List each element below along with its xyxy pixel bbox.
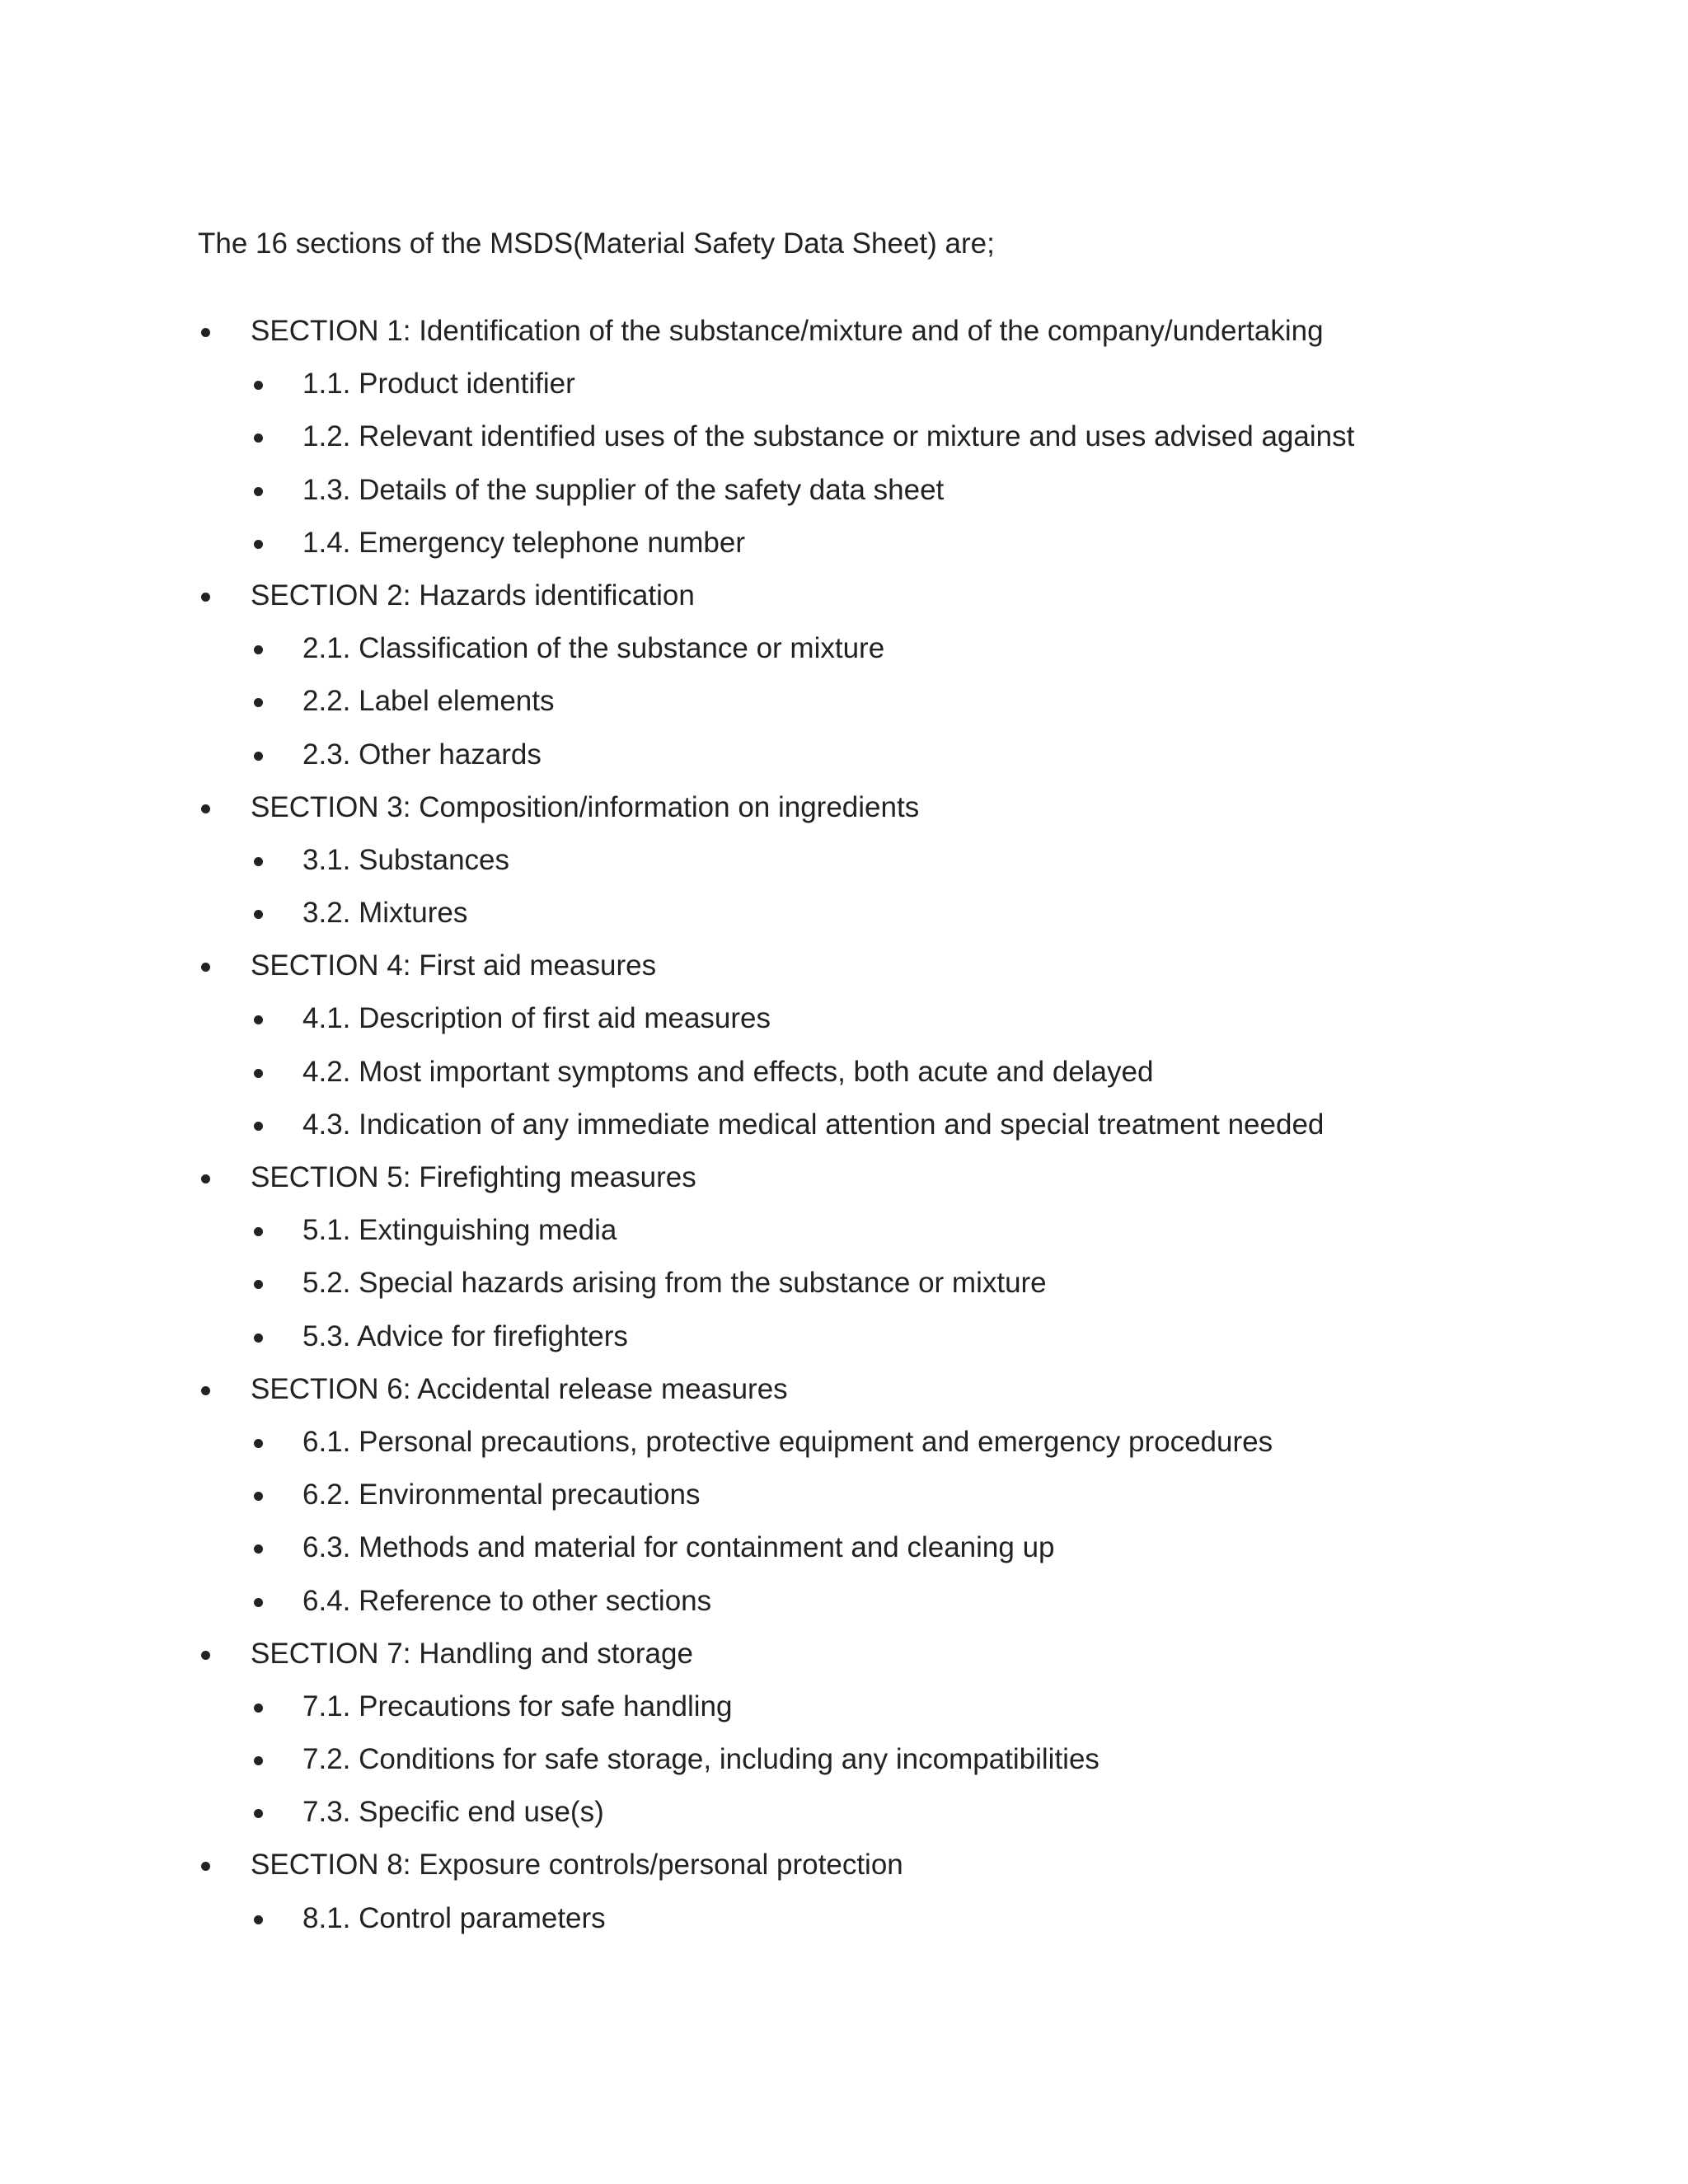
bullet-icon bbox=[254, 698, 263, 707]
subsection-text: 7.3. Specific end use(s) bbox=[302, 1796, 604, 1829]
bullet-icon bbox=[254, 1704, 263, 1713]
subsection-text: 1.1. Product identifier bbox=[302, 368, 575, 401]
section-heading-item bbox=[0, 946, 1688, 999]
subsection-item bbox=[0, 1687, 1688, 1740]
subsection-item bbox=[0, 471, 1688, 523]
subsection-text: 8.1. Control parameters bbox=[302, 1901, 606, 1934]
bullet-icon bbox=[254, 1280, 263, 1289]
bullet-icon bbox=[201, 963, 210, 972]
bullet-icon bbox=[201, 1862, 210, 1871]
section-heading-text: SECTION 3: Composition/information on ingredients bbox=[251, 790, 920, 823]
subsection-text: 7.1. Precautions for safe handling bbox=[302, 1690, 733, 1722]
bullet-icon bbox=[201, 804, 210, 813]
bullet-icon bbox=[254, 1492, 263, 1501]
bullet-icon bbox=[254, 1015, 263, 1024]
subsection-text: 5.2. Special hazards arising from the substance or mixture bbox=[302, 1267, 1047, 1300]
subsection-item bbox=[0, 1052, 1688, 1105]
bullet-icon bbox=[254, 487, 263, 496]
section-heading-item bbox=[0, 312, 1688, 364]
subsection-text: 2.2. Label elements bbox=[302, 685, 555, 718]
subsection-text: 6.3. Methods and material for containment and cleaning up bbox=[302, 1531, 1055, 1564]
bullet-icon bbox=[254, 1809, 263, 1818]
bullet-icon bbox=[254, 1598, 263, 1607]
subsection-item bbox=[0, 417, 1688, 470]
subsection-text: 4.1. Description of first aid measures bbox=[302, 1002, 771, 1035]
subsection-text: 1.3. Details of the supplier of the safety data sheet bbox=[302, 473, 945, 506]
subsection-item bbox=[0, 735, 1688, 788]
bullet-icon bbox=[254, 540, 263, 549]
section-heading-text: SECTION 6: Accidental release measures bbox=[251, 1372, 788, 1405]
subsection-text: 6.1. Personal precautions, protective equipment and emergency procedures bbox=[302, 1425, 1273, 1458]
subsection-text: 3.1. Substances bbox=[302, 843, 509, 876]
subsection-item bbox=[0, 629, 1688, 682]
bullet-icon bbox=[254, 434, 263, 443]
bullet-icon bbox=[201, 1386, 210, 1395]
bullet-icon bbox=[254, 1439, 263, 1448]
subsection-text: 5.1. Extinguishing media bbox=[302, 1214, 617, 1247]
bullet-icon bbox=[201, 1174, 210, 1183]
bullet-icon bbox=[254, 857, 263, 866]
subsection-text: 3.2. Mixtures bbox=[302, 897, 468, 930]
subsection-item bbox=[0, 1899, 1688, 1952]
subsection-text: 7.2. Conditions for safe storage, including any incompatibilities bbox=[302, 1743, 1100, 1776]
section-heading-item bbox=[0, 1634, 1688, 1687]
section-heading-item bbox=[0, 788, 1688, 841]
subsection-item bbox=[0, 1263, 1688, 1316]
bullet-icon bbox=[254, 910, 263, 919]
bullet-icon bbox=[201, 1651, 210, 1660]
subsection-text: 1.4. Emergency telephone number bbox=[302, 526, 745, 559]
bullet-icon bbox=[254, 1756, 263, 1765]
subsection-item bbox=[0, 364, 1688, 417]
subsection-item bbox=[0, 523, 1688, 576]
subsection-text: 1.2. Relevant identified uses of the substance or mixture and uses advised against bbox=[302, 420, 1355, 453]
bullet-icon bbox=[254, 1227, 263, 1236]
subsection-item bbox=[0, 1740, 1688, 1793]
subsection-item bbox=[0, 1528, 1688, 1581]
bullet-icon bbox=[201, 593, 210, 602]
section-heading-item bbox=[0, 576, 1688, 629]
bullet-icon bbox=[254, 1544, 263, 1554]
section-heading-text: SECTION 5: Firefighting measures bbox=[251, 1161, 696, 1193]
intro-paragraph: The 16 sections of the MSDS(Material Safety Data Sheet) are; bbox=[198, 227, 995, 260]
bullet-icon bbox=[254, 1333, 263, 1343]
bullet-icon bbox=[254, 752, 263, 761]
subsection-item bbox=[0, 1475, 1688, 1528]
subsection-item bbox=[0, 1793, 1688, 1845]
section-heading-text: SECTION 1: Identification of the substance/mixture and of the company/undertaking bbox=[251, 315, 1324, 347]
subsection-text: 4.2. Most important symptoms and effects, both acute and delayed bbox=[302, 1055, 1154, 1088]
subsection-text: 6.2. Environmental precautions bbox=[302, 1479, 701, 1511]
subsection-text: 4.3. Indication of any immediate medical attention and special treatment needed bbox=[302, 1108, 1325, 1141]
section-heading-text: SECTION 7: Handling and storage bbox=[251, 1637, 693, 1670]
subsection-item bbox=[0, 682, 1688, 734]
section-heading-item bbox=[0, 1370, 1688, 1422]
subsection-text: 5.3. Advice for firefighters bbox=[302, 1319, 628, 1352]
bullet-icon bbox=[201, 328, 210, 337]
bullet-icon bbox=[254, 645, 263, 654]
subsection-text: 6.4. Reference to other sections bbox=[302, 1584, 712, 1617]
subsection-item bbox=[0, 841, 1688, 893]
section-heading-text: SECTION 4: First aid measures bbox=[251, 949, 657, 982]
subsection-text: 2.3. Other hazards bbox=[302, 738, 542, 771]
subsection-item bbox=[0, 1211, 1688, 1263]
section-heading-text: SECTION 8: Exposure controls/personal protection bbox=[251, 1849, 903, 1882]
section-heading-item bbox=[0, 1158, 1688, 1211]
bullet-icon bbox=[254, 1915, 263, 1924]
subsection-item bbox=[0, 1422, 1688, 1475]
subsection-item bbox=[0, 1105, 1688, 1158]
section-heading-item bbox=[0, 1845, 1688, 1898]
section-heading-text: SECTION 2: Hazards identification bbox=[251, 579, 695, 612]
subsection-text: 2.1. Classification of the substance or mixture bbox=[302, 632, 885, 665]
subsection-item bbox=[0, 1582, 1688, 1634]
subsection-item bbox=[0, 1317, 1688, 1370]
bullet-icon bbox=[254, 1069, 263, 1078]
msds-section-list bbox=[0, 312, 1688, 1952]
bullet-icon bbox=[254, 381, 263, 390]
subsection-item bbox=[0, 999, 1688, 1052]
bullet-icon bbox=[254, 1122, 263, 1131]
subsection-item bbox=[0, 893, 1688, 946]
